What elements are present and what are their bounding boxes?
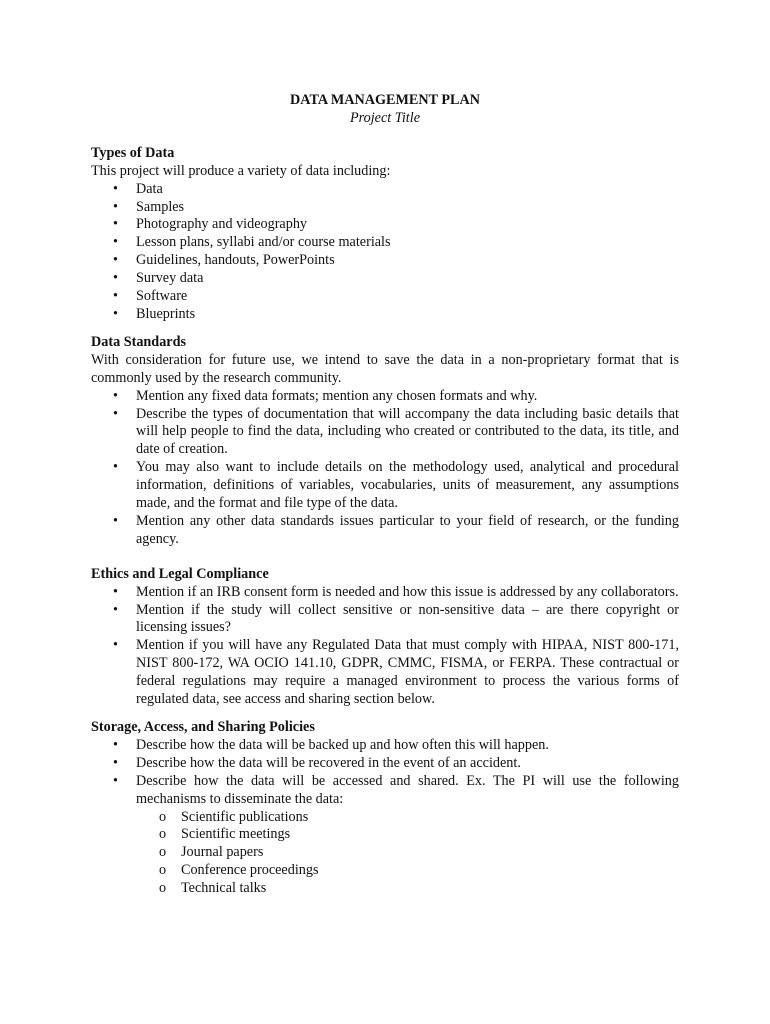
list-item-text: You may also want to include details on the methodology used, analytical and procedural information, definitions of variables, vocabularies, units of measurement, any assumptions made, and the format and file type of the data. — [136, 459, 679, 512]
list-item-text: Photography and videography — [136, 216, 308, 233]
bullet-icon: • — [113, 583, 118, 600]
circle-bullet-icon: o — [159, 826, 167, 843]
bullet-list — [91, 181, 679, 324]
list-item — [91, 637, 679, 709]
list-item-text: Software — [136, 288, 188, 305]
sub-bullet-list — [136, 809, 679, 899]
list-item — [91, 388, 679, 406]
bullet-icon: • — [113, 459, 118, 476]
list-item-text: Data — [136, 180, 163, 197]
section-intro: This project will produce a variety of data including: — [91, 162, 391, 179]
list-item-text: Guidelines, handouts, PowerPoints — [136, 252, 335, 269]
list-item-text: Samples — [136, 198, 185, 215]
bullet-icon: • — [113, 198, 118, 215]
sub-list-item-text: Scientific meetings — [181, 826, 291, 843]
section-heading: Ethics and Legal Compliance — [91, 565, 269, 582]
list-item — [91, 602, 679, 638]
list-item-text: Blueprints — [136, 305, 196, 322]
section-ethics — [91, 566, 679, 709]
bullet-icon: • — [113, 387, 118, 404]
sub-list-item — [91, 880, 679, 898]
bullet-icon: • — [113, 305, 118, 322]
list-item — [91, 755, 679, 773]
list-item — [91, 406, 679, 460]
bullet-list — [91, 737, 679, 898]
sub-list-item — [91, 809, 679, 827]
bullet-icon: • — [113, 405, 118, 422]
list-item-text: Describe how the data will be recovered in the event of an accident. — [136, 754, 521, 771]
bullet-list — [91, 584, 679, 709]
list-item — [91, 181, 679, 199]
bullet-icon: • — [113, 754, 118, 771]
circle-bullet-icon: o — [159, 862, 167, 879]
sub-list-item-text: Journal papers — [181, 844, 264, 861]
bullet-list — [91, 388, 679, 549]
bullet-icon: • — [113, 736, 118, 753]
document-page — [91, 92, 679, 908]
list-item-text: Mention any fixed data formats; mention any chosen formats and why. — [136, 387, 538, 404]
section-intro: With consideration for future use, we intend to save the data in a non-proprietary format that is commonly used by the research community. — [91, 351, 679, 386]
list-item — [91, 737, 679, 755]
bullet-icon: • — [113, 288, 118, 305]
bullet-icon: • — [113, 637, 118, 654]
list-item-text: Mention if the study will collect sensitive or non-sensitive data – are there copyright or licensing issues? — [136, 601, 679, 636]
section-types-of-data — [91, 145, 679, 324]
circle-bullet-icon: o — [159, 808, 167, 825]
list-item-text: Survey data — [136, 270, 204, 287]
bullet-icon: • — [113, 234, 118, 251]
list-item — [91, 773, 679, 898]
circle-bullet-icon: o — [159, 844, 167, 861]
list-item-text: Mention any other data standards issues particular to your field of research, or the funding agency. — [136, 512, 679, 547]
sub-list-item — [91, 862, 679, 880]
list-item-text: Describe the types of documentation that will accompany the data including basic details that will help people to find the data, including who created or contributed to the data, its title, and date of creation. — [136, 405, 679, 458]
list-item — [91, 252, 679, 270]
list-item-text: Describe how the data will be accessed and shared. Ex. The PI will use the following mechanisms to disseminate the data: — [136, 772, 679, 807]
bullet-icon: • — [113, 252, 118, 269]
list-item — [91, 288, 679, 306]
list-item-text: Mention if you will have any Regulated Data that must comply with HIPAA, NIST 800-171, NIST 800-172, WA OCIO 141.10, GDPR, CMMC, FISMA, or FERPA. These contractual or federal regulations may require a managed environment to process the various forms of regulated data, see access and sharing section below. — [136, 637, 679, 708]
bullet-icon: • — [113, 216, 118, 233]
sub-list-item-text: Technical talks — [181, 880, 267, 897]
section-data-standards — [91, 334, 679, 549]
section-storage — [91, 719, 679, 898]
bullet-icon: • — [113, 772, 118, 789]
sub-list-item-text: Conference proceedings — [181, 862, 319, 879]
list-item-text: Lesson plans, syllabi and/or course materials — [136, 234, 391, 251]
sub-list-item — [91, 844, 679, 862]
list-item — [91, 270, 679, 288]
list-item — [91, 199, 679, 217]
list-item — [91, 584, 679, 602]
bullet-icon: • — [113, 601, 118, 618]
circle-bullet-icon: o — [159, 880, 167, 897]
bullet-icon: • — [113, 270, 118, 287]
bullet-icon: • — [113, 180, 118, 197]
list-item — [91, 513, 679, 549]
document-title: DATA MANAGEMENT PLAN — [290, 92, 480, 108]
sub-list-item — [91, 826, 679, 844]
list-item-text: Mention if an IRB consent form is needed and how this issue is addressed by any collaborators. — [136, 583, 679, 600]
section-heading: Data Standards — [91, 333, 186, 350]
bullet-icon: • — [113, 512, 118, 529]
project-title: Project Title — [349, 109, 420, 126]
list-item — [91, 459, 679, 513]
list-item — [91, 306, 679, 324]
section-heading: Types of Data — [91, 144, 175, 161]
list-item — [91, 216, 679, 234]
list-item — [91, 234, 679, 252]
list-item-text: Describe how the data will be backed up and how often this will happen. — [136, 736, 549, 753]
sub-list-item-text: Scientific publications — [181, 808, 309, 825]
section-heading: Storage, Access, and Sharing Policies — [91, 719, 315, 735]
